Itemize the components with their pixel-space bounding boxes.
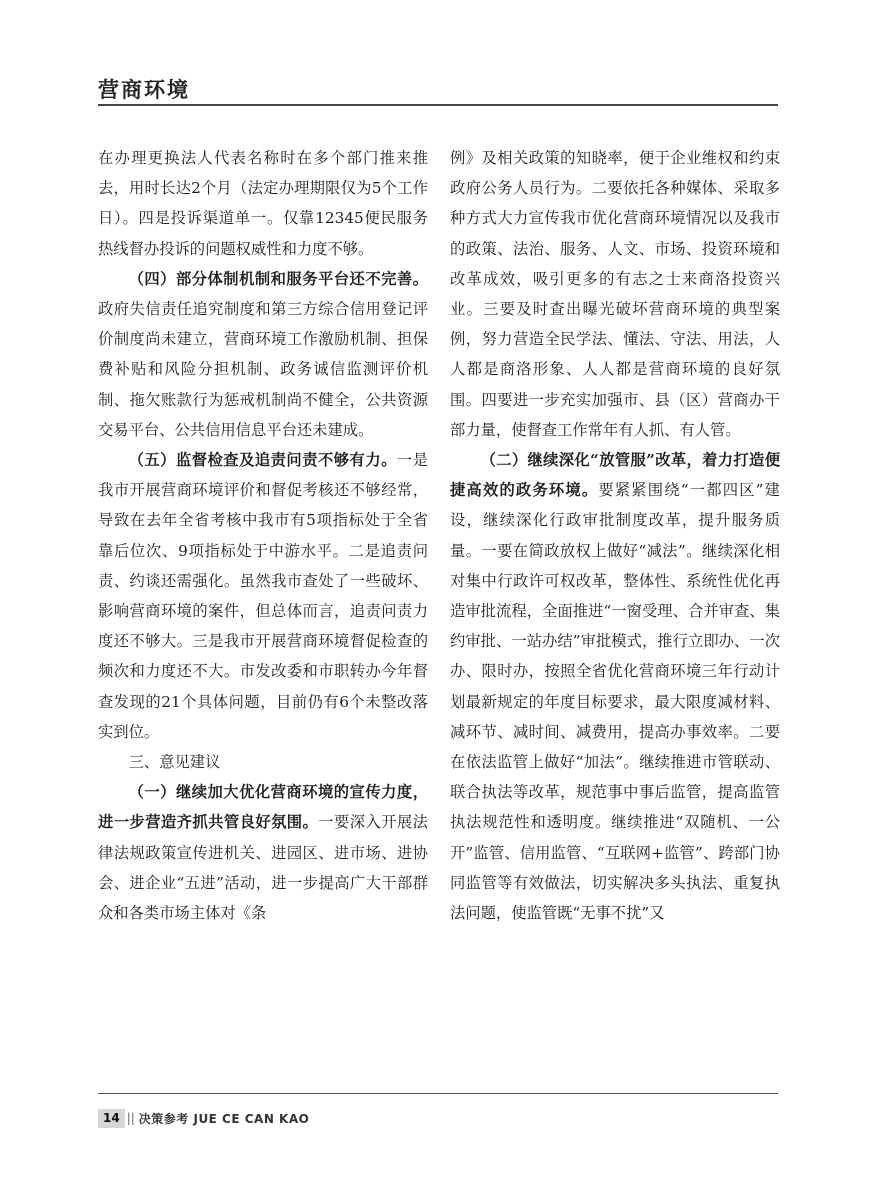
section-heading xyxy=(98,747,428,777)
page-header xyxy=(98,70,778,106)
paragraph xyxy=(450,143,780,445)
paragraph-heading: （四）部分体制机制和服务平台还不完善。 xyxy=(128,269,428,288)
footer-rule xyxy=(98,1093,778,1094)
page-footer xyxy=(98,1108,309,1128)
header-rule xyxy=(98,104,778,106)
paragraph-heading: （一）继续加大优化营商环境的宣传力度，进一步营造齐抓共管良好氛围。 xyxy=(98,783,428,832)
footer-separator: || xyxy=(126,1111,135,1125)
journal-name: 决策参考 JUE CE CAN KAO xyxy=(138,1111,310,1126)
paragraph-text: 例》及相关政策的知晓率，便于企业维权和约束政府公务人员行为。二要依托各种媒体、采取多种方式大力宣传我市优化营商环境情况以及我市的政策、法治、服务、人文、市场、投资环境和改革成效，吸引更多的有志之士来商洛投资兴业。三要及时查出曝光破坏营商环境的典型案例，努力营造全民学法、懂法、守法、用法，人人都是商洛形象、人人都是营商环境的良好氛围。四要进一步充实加强市、县（区）营商办干部力量，使督查工作常年有人抓、有人管。 xyxy=(450,149,780,439)
paragraph xyxy=(98,264,428,445)
paragraph xyxy=(98,777,428,928)
paragraph-heading: （二）继续深化“放管服”改革，着力打造便捷高效的政务环境。 xyxy=(450,451,780,500)
left-column xyxy=(98,143,428,928)
paragraph-heading: （五）监督检查及追责问责不够有力。 xyxy=(128,451,397,470)
paragraph xyxy=(98,143,428,264)
paragraph-text: 在办理更换法人代表名称时在多个部门推来推去，用时长达2个月（法定办理期限仅为5个工作日）。四是投诉渠道单一。仅靠12345便民服务热线督办投诉的问题权威性和力度不够。 xyxy=(98,149,428,258)
paragraph xyxy=(98,445,428,747)
paragraph-text: 要紧紧围绕“一都四区”建设，继续深化行政审批制度改革，提升服务质量。一要在简政放权上做好“减法”。继续深化相对集中行政许可权改革，整体性、系统性优化再造审批流程，全面推进“一窗受理、合并审查、集约审批、一站办结”审批模式，推行立即办、一次办、限时办，按照全省优化营商环境三年行动计划最新规定的年度目标要求，最大限度减材料、减环节、减时间、减费用，提高办事效率。二要在依法监管上做好“加法”。继续推进市管联动、联合执法等改革，规范事中事后监管，提高监管执法规范性和透明度。继续推进“双随机、一公开”监管、信用监管、“互联网+监管”、跨部门协同监管等有效做法，切实解决多头执法、重复执法问题，使监管既“无事不扰”又 xyxy=(450,481,780,923)
paragraph-text: 一要深入开展法律法规政策宣传进机关、进园区、进市场、进协会、进企业“五进”活动，进一步提高广大干部群众和各类市场主体对《条 xyxy=(98,813,428,923)
section-heading-text: 三、意见建议 xyxy=(128,753,221,772)
paragraph-text: 政府失信责任追究制度和第三方综合信用登记评价制度尚未建立，营商环境工作激励机制、担保费补贴和风险分担机制、政务诚信监测评价机制、拖欠账款行为惩戒机制尚不健全，公共资源交易平台、公共信用信息平台还未建成。 xyxy=(98,300,428,439)
right-column xyxy=(450,143,780,928)
section-title: 营商环境 xyxy=(98,78,190,102)
page-number: 14 xyxy=(98,1109,125,1128)
paragraph xyxy=(450,445,780,928)
paragraph-text: 一是我市开展营商环境评价和督促考核还不够经常，导致在去年全省考核中我市有5项指标处于全省靠后位次、9项指标处于中游水平。二是追责问责、约谈还需强化。虽然我市查处了一些破坏、影响营商环境的案件，但总体而言，追责问责力度还不够大。三是我市开展营商环境督促检查的频次和力度还不大。市发改委和市职转办今年督查发现的21个具体问题，目前仍有6个未整改落实到位。 xyxy=(98,451,428,741)
